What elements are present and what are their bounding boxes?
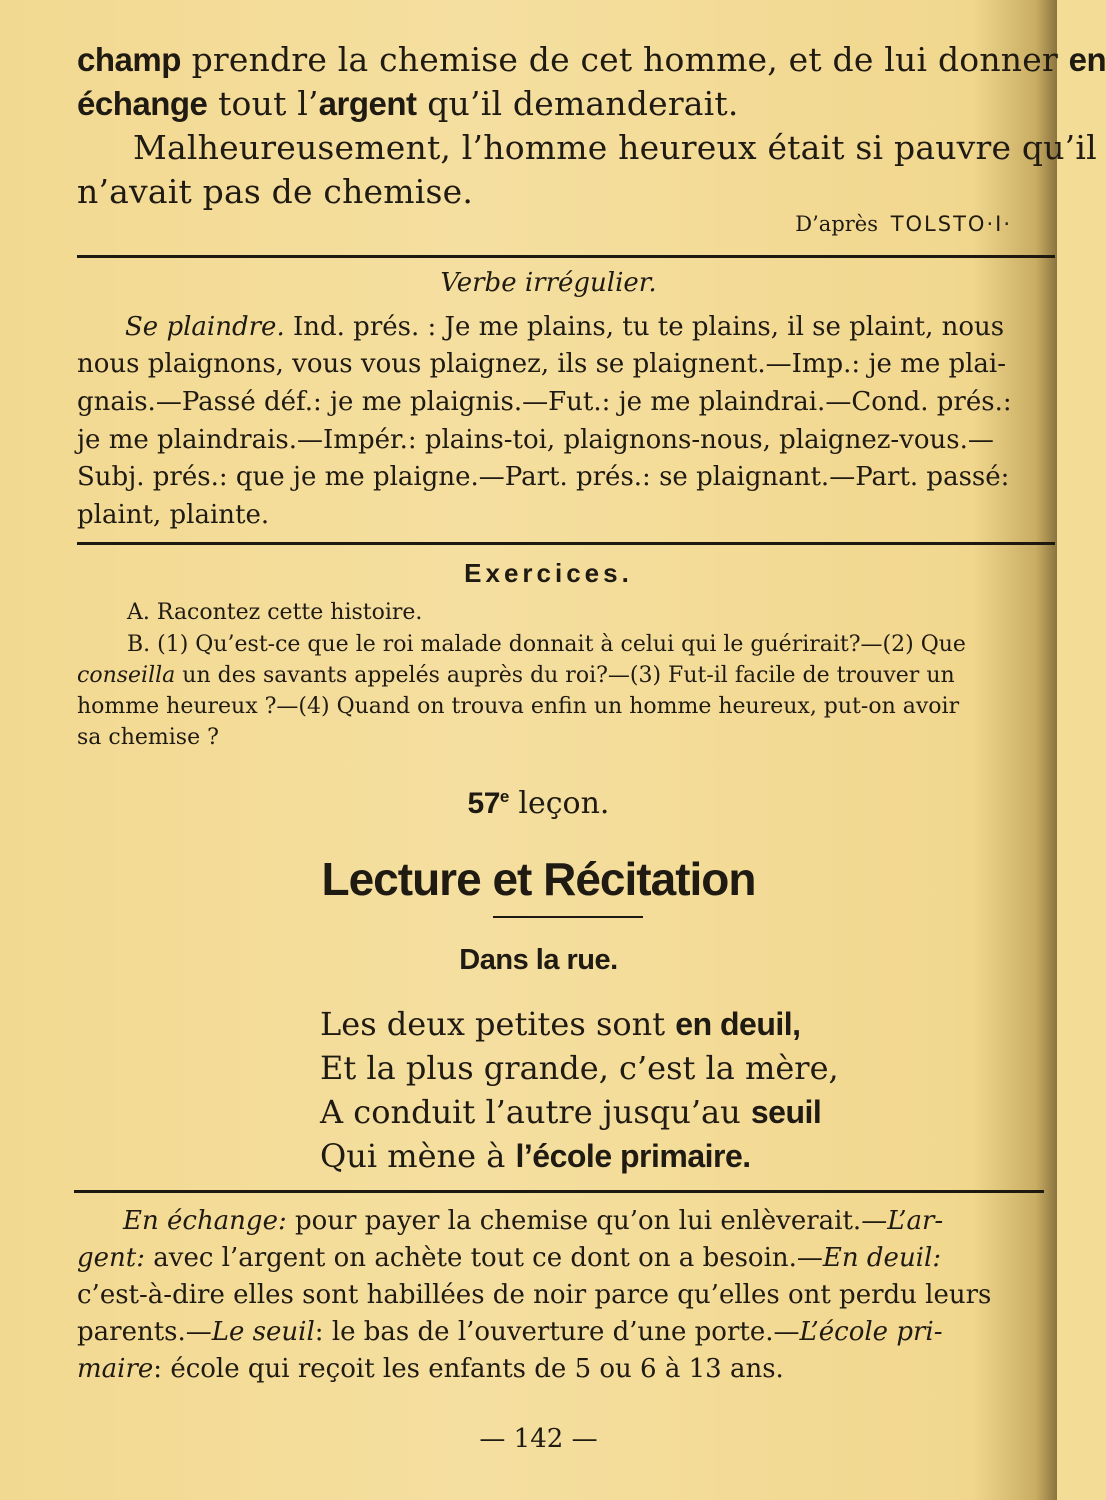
exercise-a: A. Racontez cette histoire. [127,600,423,625]
exercise-b-line-2: conseilla un des savants appelés auprès du roi?—(3) Fut-il facile de trouver un [77,663,955,688]
divider-1 [77,255,1055,258]
exercises-heading: Exercices. [464,558,633,588]
note-line-4: parents.—Le seuil: le bas de l’ouverture d’une porte.—L’école pri- [77,1317,943,1347]
verb-line-5: Subj. prés.: que je me plaigne.—Part. prés.: se plaignant.—Part. passé: [77,462,1010,492]
exercise-b-line-3: homme heureux ?—(4) Quand on trouva enfin un homme heureux, put-on avoir [77,694,960,719]
verb-line-4: je me plaindrais.—Impér.: plains-toi, plaignons-nous, plaignez-vous.— [77,425,994,455]
exercise-b-line-1: B. (1) Qu’est-ce que le roi malade donnait à celui qui le guérirait?—(2) Que [127,632,966,657]
verb-line-1: Se plaindre. Ind. prés. : Je me plains, tu te plains, il se plaint, nous [125,312,1005,342]
poem-line-4: Qui mène à l’école primaire. [320,1137,751,1175]
page-number: — 142 — [479,1424,598,1454]
poem-line-3: A conduit l’autre jusqu’au seuil [320,1093,822,1131]
poem-title: Dans la rue. [459,944,618,976]
story-line-4: n’avait pas de chemise. [77,172,474,211]
poem-line-1: Les deux petites sont en deuil, [320,1005,801,1043]
verb-line-6: plaint, plainte. [77,500,270,530]
poem-line-2: Et la plus grande, c’est la mère, [320,1049,839,1087]
story-line-2: échange tout l’argent qu’il demanderait. [77,84,739,123]
title-underline [493,916,643,918]
lesson-number: 57e leçon. [467,786,610,821]
story-line-3: Malheureusement, l’homme heureux était si pauvre qu’il [133,128,1097,167]
note-line-2: gent: avec l’argent on achète tout ce dont on a besoin.—En deuil: [77,1243,942,1273]
story-line-1: champ prendre la chemise de cet homme, et de lui donner en [77,40,1106,79]
verb-line-2: nous plaignons, vous vous plaignez, ils se plaignent.—Imp.: je me plai- [77,349,1007,379]
verb-line-3: gnais.—Passé déf.: je me plaignis.—Fut.: je me plaindrai.—Cond. prés.: [77,387,1012,417]
divider-3 [74,1190,1044,1193]
divider-2 [77,542,1055,545]
note-line-1: En échange: pour payer la chemise qu’on lui enlèverait.—L’ar- [123,1206,944,1236]
exercise-b-line-4: sa chemise ? [77,725,219,750]
note-line-5: maire: école qui reçoit les enfants de 5 ou 6 à 13 ans. [77,1354,784,1384]
attribution: D’après TOLSTO·I· [795,212,1012,236]
verb-heading: Verbe irrégulier. [440,268,657,298]
note-line-3: c’est-à-dire elles sont habillées de noir parce qu’elles ont perdu leurs [77,1280,992,1310]
lesson-title: Lecture et Récitation [321,853,756,905]
